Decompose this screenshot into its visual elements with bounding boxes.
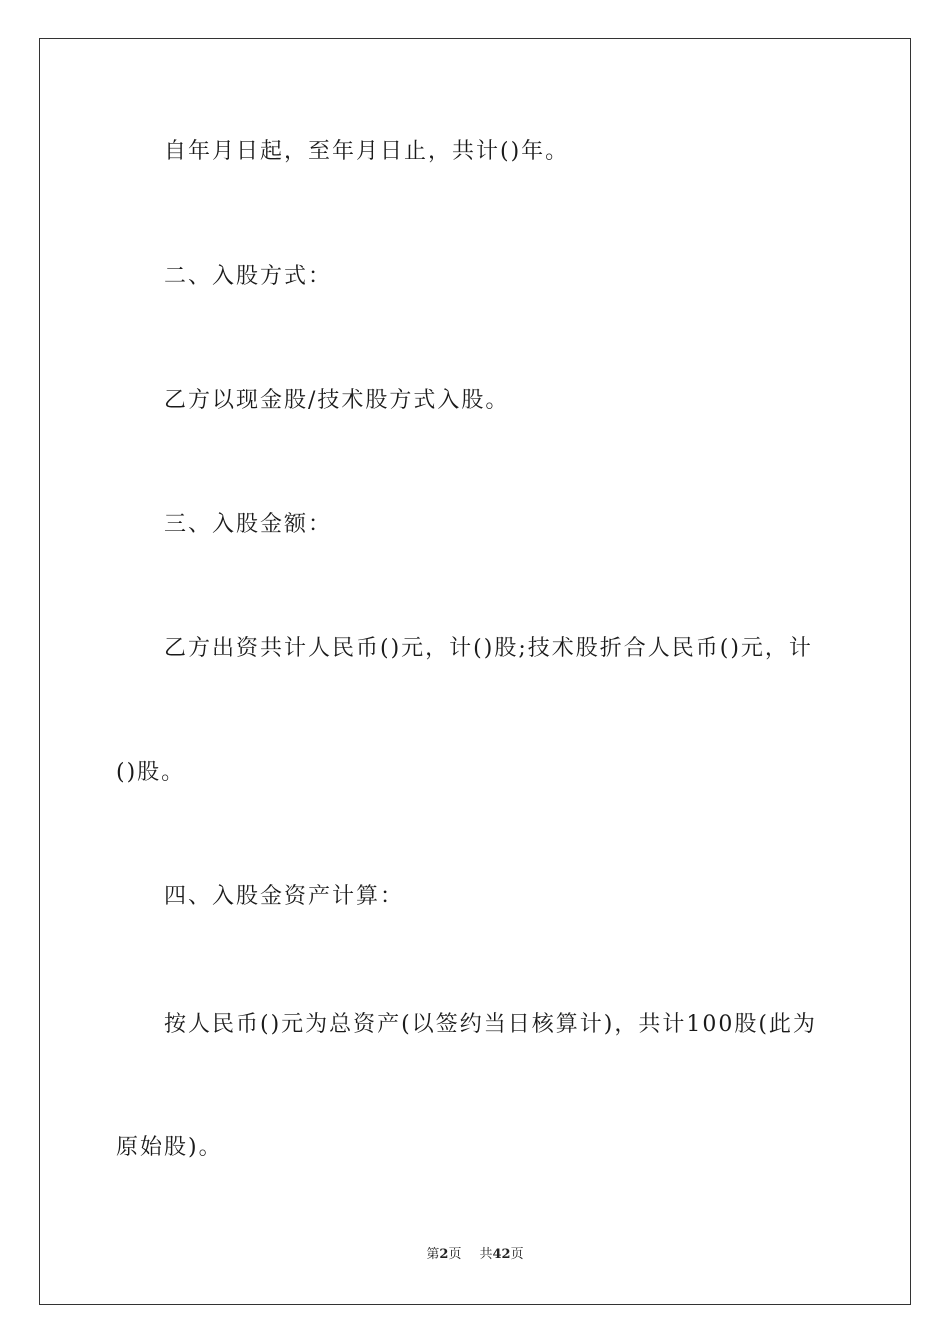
footer-total-suffix: 页	[510, 1247, 524, 1262]
paragraph-investment-method: 乙方以现金股/技术股方式入股。	[164, 388, 510, 413]
footer-page-suffix: 页	[448, 1247, 462, 1262]
footer-total-pages: 42	[492, 1247, 511, 1262]
paragraph-investment-amount-line1: 乙方出资共计人民币()元，计()股;技术股折合人民币()元，计	[164, 636, 813, 661]
paragraph-asset-calculation-line2: 原始股)。	[116, 1135, 223, 1160]
page-frame	[39, 38, 911, 1305]
section-heading-investment-method: 二、入股方式：	[164, 264, 333, 289]
footer-page-number: 2	[439, 1247, 449, 1262]
footer-total-prefix: 共	[479, 1247, 493, 1262]
paragraph-asset-calculation-line1: 按人民币()元为总资产(以签约当日核算计)，共计100股(此为	[164, 1012, 817, 1037]
paragraph-investment-amount-line2: ()股。	[116, 760, 186, 785]
page-footer	[0, 1246, 950, 1264]
paragraph-period: 自年月日起，至年月日止，共计()年。	[164, 139, 570, 164]
footer-page-prefix: 第	[426, 1247, 440, 1262]
section-heading-investment-amount: 三、入股金额：	[164, 512, 333, 537]
section-heading-asset-calculation: 四、入股金资产计算：	[164, 884, 405, 909]
